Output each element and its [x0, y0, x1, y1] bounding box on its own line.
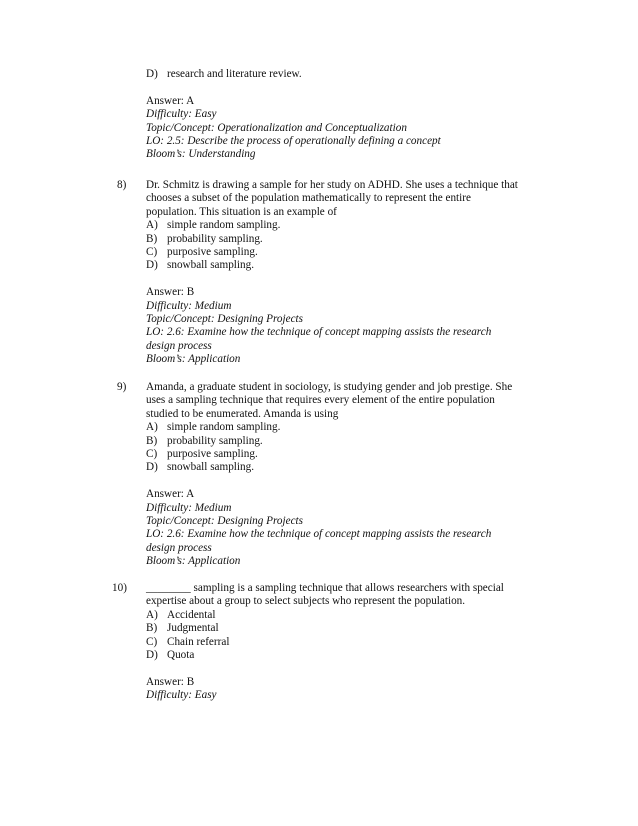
- difficulty: Difficulty: Easy: [146, 108, 217, 121]
- option-d: [146, 461, 546, 474]
- option-letter: A): [146, 608, 158, 621]
- option-b: [146, 622, 546, 635]
- answer: Answer: A: [146, 488, 195, 501]
- question-number: 9): [117, 381, 127, 393]
- option-a: [146, 609, 546, 622]
- option-letter: A): [146, 421, 158, 434]
- option-text: probability sampling.: [167, 434, 263, 447]
- option-text: simple random sampling.: [167, 421, 281, 434]
- difficulty: Difficulty: Medium: [146, 501, 232, 514]
- option-c: [146, 448, 546, 461]
- option-text: Judgmental: [167, 622, 219, 635]
- answer: Answer: B: [146, 675, 195, 688]
- option-text: snowball sampling.: [167, 259, 255, 272]
- option-letter: C): [146, 246, 158, 259]
- option-letter: B): [146, 622, 158, 635]
- option-text: simple random sampling.: [167, 219, 281, 232]
- topic-concept: Topic/Concept: Operationalization and Conceptualization: [146, 121, 407, 134]
- option-text: research and literature review.: [167, 68, 302, 80]
- option-d: [146, 259, 546, 272]
- option-a: [146, 421, 546, 434]
- difficulty: Difficulty: Medium: [146, 299, 232, 312]
- question-stem-line: chooses a subset of the population mathematically to represent the entire: [146, 192, 471, 205]
- option-d: [146, 68, 546, 81]
- question-stem-line: expertise about a group to select subjects who represent the population.: [146, 595, 466, 608]
- option-text: purposive sampling.: [167, 448, 258, 461]
- difficulty: Difficulty: Easy: [146, 689, 217, 702]
- option-letter: D): [146, 461, 158, 474]
- learning-objective: LO: 2.6: Examine how the technique of concept mapping assists the research: [146, 326, 492, 339]
- option-text: probability sampling.: [167, 232, 263, 245]
- option-b: [146, 233, 546, 246]
- option-c: [146, 636, 546, 649]
- option-text: purposive sampling.: [167, 246, 258, 259]
- question-number: 10): [112, 582, 127, 594]
- topic-concept: Topic/Concept: Designing Projects: [146, 313, 304, 326]
- question-stem-line: population. This situation is an example of: [146, 205, 337, 218]
- learning-objective: design process: [146, 339, 212, 352]
- answer: Answer: B: [146, 286, 195, 299]
- question-stem-line: Amanda, a graduate student in sociology, is studying gender and job prestige. She: [146, 381, 513, 393]
- learning-objective: LO: 2.6: Examine how the technique of concept mapping assists the research: [146, 528, 492, 541]
- blooms-level: Bloom’s: Application: [146, 353, 241, 366]
- option-letter: C): [146, 448, 158, 461]
- option-letter: D): [146, 68, 158, 80]
- question-10: [146, 582, 546, 703]
- question-stem-line: uses a sampling technique that requires every element of the entire population: [146, 394, 495, 407]
- option-letter: D): [146, 649, 158, 662]
- option-c: [146, 246, 546, 259]
- option-letter: C): [146, 635, 158, 648]
- option-letter: B): [146, 434, 158, 447]
- question-9: [146, 381, 546, 569]
- learning-objective: design process: [146, 541, 212, 554]
- option-d: [146, 649, 546, 662]
- topic-concept: Topic/Concept: Designing Projects: [146, 515, 304, 528]
- question-stem-line: studied to be enumerated. Amanda is using: [146, 407, 339, 420]
- option-b: [146, 435, 546, 448]
- option-text: Accidental: [167, 608, 216, 621]
- option-text: snowball sampling.: [167, 461, 255, 474]
- learning-objective: LO: 2.5: Describe the process of operationally defining a concept: [146, 135, 441, 148]
- option-letter: B): [146, 232, 158, 245]
- answer: Answer: A: [146, 94, 195, 107]
- blooms-level: Bloom’s: Application: [146, 555, 241, 568]
- question-number: 8): [117, 179, 127, 191]
- blooms-level: Bloom’s: Understanding: [146, 148, 256, 161]
- option-text: Chain referral: [167, 635, 230, 648]
- question-stem-line: Dr. Schmitz is drawing a sample for her study on ADHD. She uses a technique that: [146, 179, 518, 191]
- option-letter: D): [146, 259, 158, 272]
- option-letter: A): [146, 219, 158, 232]
- question-stem-line: ________ sampling is a sampling technique that allows researchers with special: [146, 582, 504, 594]
- option-text: Quota: [167, 649, 195, 662]
- question-8: [146, 179, 546, 367]
- previous-question-tail: [146, 68, 546, 162]
- option-a: [146, 219, 546, 232]
